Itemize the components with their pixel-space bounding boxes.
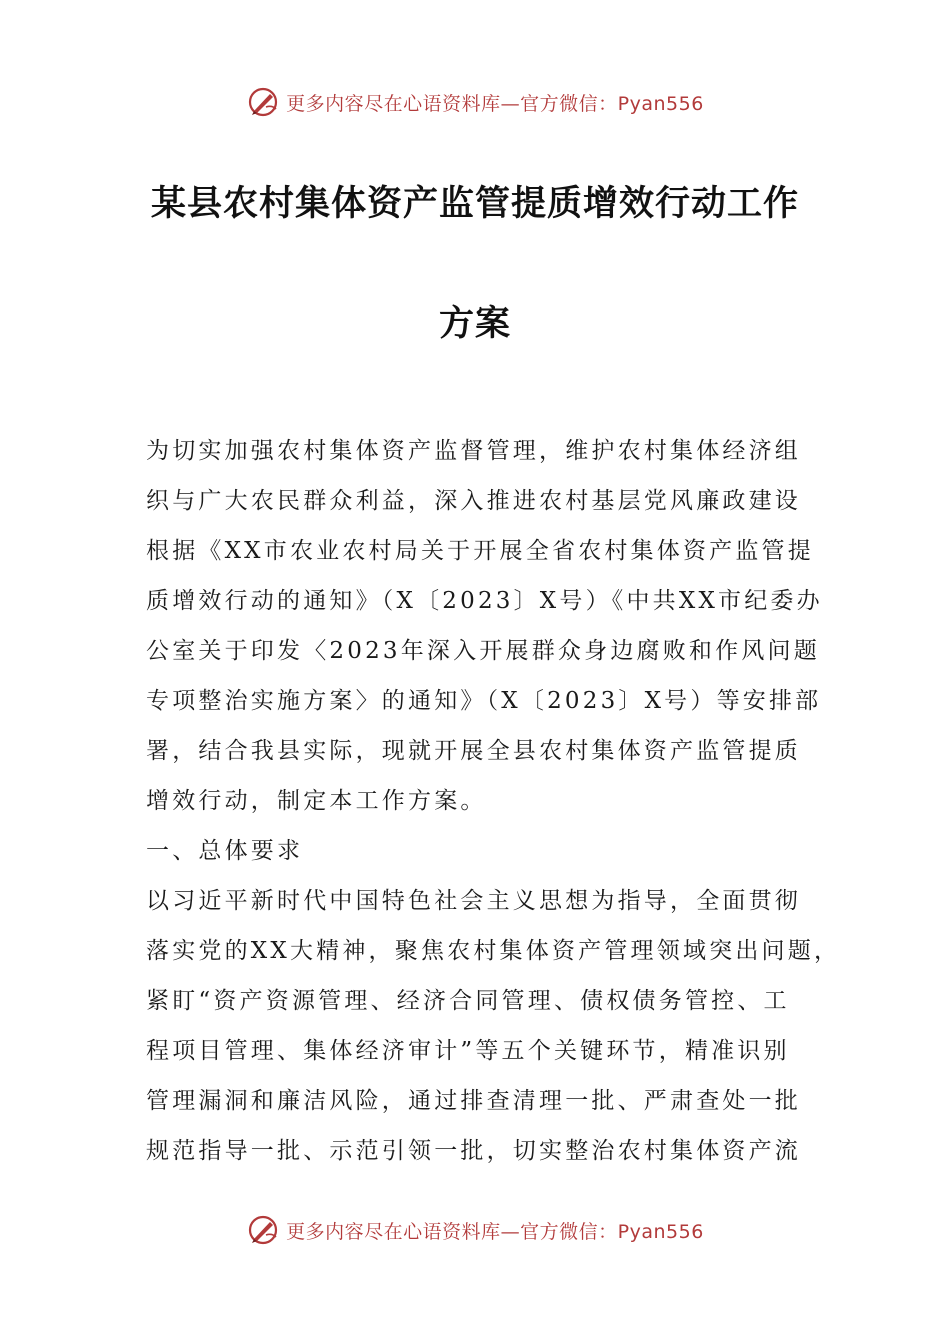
document-title-line-1: 某县农村集体资产监管提质增效行动工作 [150,183,799,224]
pen-logo-icon [246,85,280,119]
body-line: 公室关于印发〈2023年深入开展群众身边腐败和作风问题 [146,638,820,664]
body-line: 署，结合我县实际，现就开展全县农村集体资产监管提质 [146,738,801,764]
body-line: 根据《XX市农业农村局关于开展全省农村集体资产监管提 [146,538,814,564]
body-line: 质增效行动的通知》（X〔2023〕X号）《中共XX市纪委办 [146,588,823,614]
pen-logo-icon [246,1213,280,1247]
body-line: 织与广大农民群众利益，深入推进农村基层党风廉政建设 [146,488,801,514]
body-line: 专项整治实施方案〉的通知》（X〔2023〕X号）等安排部 [146,688,822,714]
watermark-wechat-id: Pyan556 [617,92,704,115]
body-line: 管理漏洞和廉洁风险，通过排查清理一批、严肃查处一批 [146,1088,801,1114]
body-line: 为切实加强农村集体资产监督管理，维护农村集体经济组 [146,438,801,464]
body-line: 紧盯“资产资源管理、经济合同管理、债权债务管控、工 [146,988,790,1014]
body-line: 以习近平新时代中国特色社会主义思想为指导，全面贯彻 [146,888,801,914]
document-title-line-2: 方案 [438,303,511,344]
watermark-label: 更多内容尽在心语资料库—官方微信： [286,92,618,115]
document-body [146,426,841,1176]
watermark-banner-top [0,80,950,124]
section-heading: 一、总体要求 [146,838,304,864]
body-line: 程项目管理、集体经济审计”等五个关键环节，精准识别 [146,1038,790,1064]
body-line: 规范指导一批、示范引领一批，切实整治农村集体资产流 [146,1138,801,1164]
body-line: 增效行动，制定本工作方案。 [146,788,487,814]
watermark-label: 更多内容尽在心语资料库—官方微信： [286,1220,618,1243]
body-line: 落实党的XX大精神，聚焦农村集体资产管理领域突出问题， [146,938,841,964]
watermark-wechat-id: Pyan556 [617,1220,704,1243]
watermark-text [286,89,704,116]
watermark-text [286,1217,704,1244]
watermark-banner-bottom [0,1208,950,1252]
